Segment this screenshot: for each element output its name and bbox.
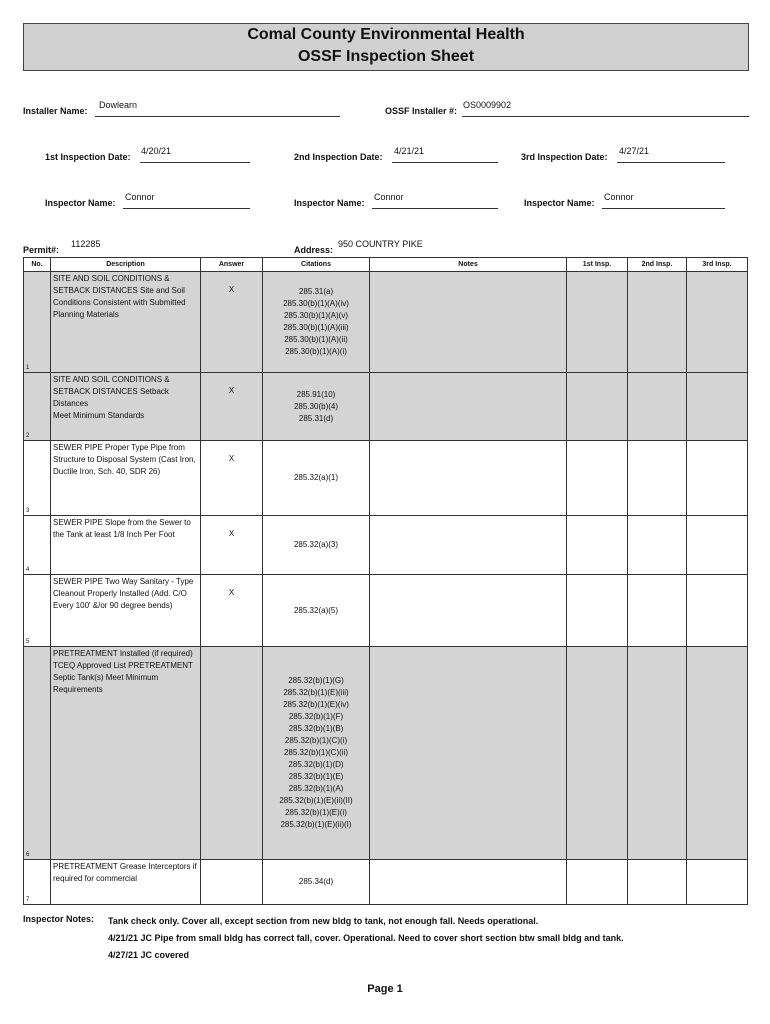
row-3rd-insp xyxy=(687,441,748,516)
insp1-inspector-value: Connor xyxy=(125,192,155,202)
insp2-inspector-label: Inspector Name: xyxy=(294,198,365,208)
row-1st-insp xyxy=(567,647,628,860)
row-2nd-insp xyxy=(628,272,687,373)
row-3rd-insp xyxy=(687,575,748,647)
insp2-date-underline xyxy=(392,162,498,163)
row-number-label: 1 xyxy=(26,365,30,371)
row-3rd-insp xyxy=(687,373,748,441)
insp1-inspector-underline xyxy=(123,208,250,209)
insp3-inspector-underline xyxy=(602,208,725,209)
insp2-inspector-field xyxy=(294,192,404,208)
installer-number-underline xyxy=(462,116,749,117)
row-description: SITE AND SOIL CONDITIONS & SETBACK DISTANCES Site and Soil Conditions Consistent with Submitted Planning Materials xyxy=(51,272,201,373)
inspector-note-line-2: 4/21/21 JC Pipe from small bldg has correct fall, cover. Operational. Need to cover short section btw small bldg and tank. xyxy=(108,933,624,943)
row-2nd-insp xyxy=(628,441,687,516)
installer-name-label: Installer Name: xyxy=(23,106,88,116)
insp2-inspector-underline xyxy=(372,208,498,209)
row-notes xyxy=(370,516,567,575)
insp3-inspector-value: Connor xyxy=(604,192,634,202)
table-row xyxy=(24,860,748,905)
row-description: SITE AND SOIL CONDITIONS & SETBACK DISTANCES Setback Distances Meet Minimum Standards xyxy=(51,373,201,441)
header-no: No. xyxy=(24,258,51,272)
insp3-date-field xyxy=(521,146,650,162)
installer-number-label: OSSF Installer #: xyxy=(385,106,458,116)
insp1-date-field xyxy=(45,146,172,162)
title-line-1: Comal County Environmental Health xyxy=(247,26,525,43)
row-description: SEWER PIPE Two Way Sanitary - Type Cleanout Properly Installed (Add. C/O Every 100' &/or 90 degree bends) xyxy=(51,575,201,647)
insp2-date-value: 4/21/21 xyxy=(394,146,425,156)
row-citations: 285.31(a) 285.30(b)(1)(A)(iv) 285.30(b)(1)(A)(v) 285.30(b)(1)(A)(iii) 285.30(b)(1)(A)(ii) 285.30(b)(1)(A)(i) xyxy=(263,272,370,373)
installer-name-underline xyxy=(95,116,340,117)
row-description: PRETREATMENT Installed (if required) TCEQ Approved List PRETREATMENT Septic Tank(s) Meet Minimum Requirements xyxy=(51,647,201,860)
row-notes xyxy=(370,373,567,441)
row-citations: 285.32(a)(1) xyxy=(263,441,370,516)
row-number xyxy=(24,860,51,905)
row-number-label: 5 xyxy=(26,639,30,645)
installer-number-field xyxy=(385,100,512,116)
row-3rd-insp xyxy=(687,516,748,575)
row-2nd-insp xyxy=(628,516,687,575)
row-notes xyxy=(370,647,567,860)
row-answer xyxy=(201,860,263,905)
permit-label: Permit#: xyxy=(23,245,60,255)
row-2nd-insp xyxy=(628,373,687,441)
address-label: Address: xyxy=(294,245,334,255)
row-2nd-insp xyxy=(628,860,687,905)
row-number xyxy=(24,647,51,860)
row-citations: 285.91(10) 285.30(b)(4) 285.31(d) xyxy=(263,373,370,441)
header-description: Description xyxy=(51,258,201,272)
installer-number-value: OS0009902 xyxy=(463,100,512,110)
row-notes xyxy=(370,860,567,905)
insp3-inspector-label: Inspector Name: xyxy=(524,198,595,208)
row-description: SEWER PIPE Proper Type Pipe from Structure to Disposal System (Cast Iron, Ductile Iron, Sch. 40, SDR 26) xyxy=(51,441,201,516)
table-row xyxy=(24,441,748,516)
insp1-date-underline xyxy=(140,162,250,163)
row-citations: 285.34(d) xyxy=(263,860,370,905)
inspector-notes-label: Inspector Notes: xyxy=(23,914,95,924)
row-answer: X xyxy=(201,272,263,373)
permit-value: 112285 xyxy=(71,239,101,249)
row-number xyxy=(24,373,51,441)
header-2nd-insp: 2nd Insp. xyxy=(628,258,687,272)
header-notes: Notes xyxy=(370,258,567,272)
row-answer: X xyxy=(201,575,263,647)
insp3-date-label: 3rd Inspection Date: xyxy=(521,152,608,162)
insp3-date-underline xyxy=(617,162,725,163)
installer-name-field xyxy=(23,100,138,116)
row-citations: 285.32(a)(5) xyxy=(263,575,370,647)
inspector-note-line-3: 4/27/21 JC covered xyxy=(108,950,190,960)
row-1st-insp xyxy=(567,516,628,575)
row-citations: 285.32(b)(1)(G) 285.32(b)(1)(E)(iii) 285.32(b)(1)(E)(iv) 285.32(b)(1)(F) 285.32(b)(1)(B) 285.32(b)(1)(C)(i) 285.32(b)(1)(C)(ii) 285.32(b)(1)(D) 285.32(b)(1)(E) 285.32(b)(1)(A) 285.32(b)(1)(E)(ii)(II) 285.32(b)(1)(E)(i) 285.32(b)(1)(E)(ii)(I) xyxy=(263,647,370,860)
table-row xyxy=(24,373,748,441)
row-3rd-insp xyxy=(687,860,748,905)
address-field xyxy=(294,239,423,255)
header-1st-insp: 1st Insp. xyxy=(567,258,628,272)
address-value: 950 COUNTRY PIKE xyxy=(338,239,423,249)
row-number xyxy=(24,441,51,516)
row-number-label: 3 xyxy=(26,508,30,514)
row-description: PRETREATMENT Grease Interceptors if required for commercial xyxy=(51,860,201,905)
row-1st-insp xyxy=(567,272,628,373)
row-notes xyxy=(370,272,567,373)
page-number: Page 1 xyxy=(367,983,403,995)
row-number-label: 4 xyxy=(26,567,30,573)
row-3rd-insp xyxy=(687,647,748,860)
insp2-inspector-value: Connor xyxy=(374,192,404,202)
row-answer: X xyxy=(201,516,263,575)
insp1-date-label: 1st Inspection Date: xyxy=(45,152,131,162)
insp1-inspector-field xyxy=(45,192,155,208)
row-number-label: 6 xyxy=(26,852,30,858)
insp1-date-value: 4/20/21 xyxy=(141,146,172,156)
row-number xyxy=(24,516,51,575)
inspection-table xyxy=(23,257,748,905)
row-number-label: 2 xyxy=(26,433,30,439)
row-1st-insp xyxy=(567,441,628,516)
table-row xyxy=(24,647,748,860)
row-notes xyxy=(370,441,567,516)
row-answer xyxy=(201,647,263,860)
header-citations: Citations xyxy=(263,258,370,272)
table-row xyxy=(24,272,748,373)
row-number xyxy=(24,575,51,647)
row-citations: 285.32(a)(3) xyxy=(263,516,370,575)
insp2-date-label: 2nd Inspection Date: xyxy=(294,152,383,162)
row-number-label: 7 xyxy=(26,897,30,903)
row-2nd-insp xyxy=(628,575,687,647)
row-1st-insp xyxy=(567,860,628,905)
inspector-note-line-1: Tank check only. Cover all, except section from new bldg to tank, not enough fall. Needs operational. xyxy=(108,916,539,926)
insp2-date-field xyxy=(294,146,425,162)
permit-field xyxy=(23,239,101,255)
insp1-inspector-label: Inspector Name: xyxy=(45,198,116,208)
sheet-title xyxy=(23,23,749,71)
row-1st-insp xyxy=(567,373,628,441)
row-2nd-insp xyxy=(628,647,687,860)
table-row xyxy=(24,575,748,647)
row-3rd-insp xyxy=(687,272,748,373)
header-3rd-insp: 3rd Insp. xyxy=(687,258,748,272)
row-notes xyxy=(370,575,567,647)
row-answer: X xyxy=(201,441,263,516)
table-header-row xyxy=(24,258,748,272)
row-number xyxy=(24,272,51,373)
insp3-inspector-field xyxy=(524,192,634,208)
table-row xyxy=(24,516,748,575)
insp3-date-value: 4/27/21 xyxy=(619,146,650,156)
row-1st-insp xyxy=(567,575,628,647)
row-description: SEWER PIPE Slope from the Sewer to the Tank at least 1/8 Inch Per Foot xyxy=(51,516,201,575)
header-answer: Answer xyxy=(201,258,263,272)
row-answer: X xyxy=(201,373,263,441)
title-line-2: OSSF Inspection Sheet xyxy=(297,48,475,65)
installer-name-value: Dowlearn xyxy=(99,100,138,110)
